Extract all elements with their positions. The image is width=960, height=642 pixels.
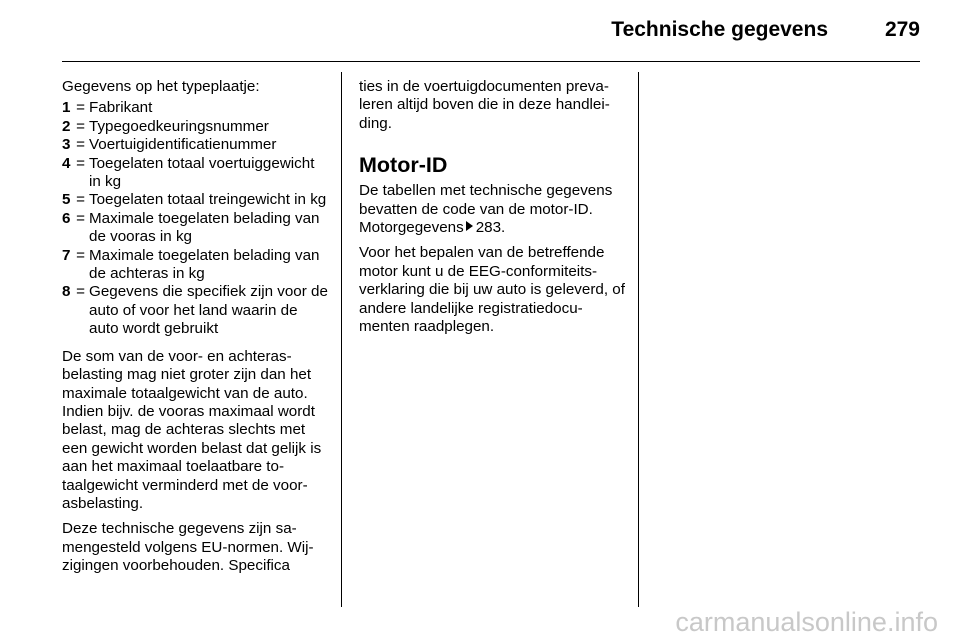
page-number: 279 bbox=[884, 18, 920, 41]
legend-text: Voertuigidentificatienummer bbox=[89, 136, 277, 154]
page-reference-link[interactable]: 283. bbox=[475, 219, 506, 237]
legend-equals: = bbox=[76, 136, 85, 154]
legend-item bbox=[62, 136, 330, 154]
column-divider-left bbox=[341, 72, 342, 607]
column-right bbox=[359, 78, 627, 343]
eeg-conformity-paragraph: Voor het bepalen van de betreffende motor kunt u de EEG-conformiteitsverklaring die bij uw auto is geleverd, of andere landelijke registratiedocumenten raadplegen. bbox=[359, 244, 625, 336]
legend-item bbox=[62, 99, 330, 117]
page-title: Technische gegevens bbox=[611, 18, 828, 41]
legend-item bbox=[62, 191, 330, 209]
motor-id-paragraph bbox=[359, 182, 627, 237]
legend-item bbox=[62, 155, 330, 192]
type-plate-legend bbox=[62, 99, 330, 338]
watermark-text: carmanualsonline.info bbox=[675, 607, 938, 637]
legend-number: 8 bbox=[62, 283, 71, 301]
motor-id-text: De tabellen met technische gegevens bevatten de code van de motor-ID. Motorgegevens bbox=[359, 182, 613, 237]
page-header bbox=[62, 0, 920, 62]
legend-equals: = bbox=[76, 99, 85, 117]
legend-number: 3 bbox=[62, 136, 71, 154]
header-divider bbox=[62, 61, 920, 62]
legend-text: Maximale toegelaten belading van de achteras in kg bbox=[89, 246, 320, 283]
legend-number: 4 bbox=[62, 154, 71, 172]
legend-number: 2 bbox=[62, 117, 71, 135]
page-reference-arrow-icon bbox=[466, 221, 473, 231]
legend-item bbox=[62, 283, 330, 338]
legend-equals: = bbox=[76, 117, 85, 135]
legend-text: Gegevens die specifiek zijn voor de auto of voor het land waarin de auto wordt gebruikt bbox=[89, 283, 328, 338]
legend-number: 1 bbox=[62, 99, 71, 117]
legend-text: Typegoedkeuringsnummer bbox=[89, 117, 269, 135]
eu-norms-paragraph: Deze technische gegevens zijn samengesteld volgens EU-normen. Wijzigingen voorbehouden. Specifica bbox=[62, 520, 314, 575]
legend-text: Fabrikant bbox=[89, 99, 153, 117]
legend-text: Toegelaten totaal voertuiggewicht in kg bbox=[89, 154, 315, 191]
legend-text: Maximale toegelaten belading van de vooras in kg bbox=[89, 209, 320, 246]
legend-equals: = bbox=[76, 246, 85, 264]
section-title-motor-id: Motor-ID bbox=[359, 153, 448, 178]
legend-equals: = bbox=[76, 209, 85, 227]
legend-item bbox=[62, 210, 330, 247]
legend-intro: Gegevens op het typeplaatje: bbox=[62, 78, 260, 95]
legend-equals: = bbox=[76, 154, 85, 172]
legend-text: Toegelaten totaal treingewicht in kg bbox=[89, 191, 327, 209]
legend-number: 5 bbox=[62, 191, 71, 209]
legend-number: 7 bbox=[62, 246, 71, 264]
legend-equals: = bbox=[76, 191, 85, 209]
column-left bbox=[62, 78, 330, 583]
legend-item bbox=[62, 118, 330, 136]
legend-number: 6 bbox=[62, 209, 71, 227]
legend-item bbox=[62, 247, 330, 284]
legend-equals: = bbox=[76, 283, 85, 301]
column-divider-right bbox=[638, 72, 639, 607]
axle-load-paragraph: De som van de voor- en achterasbelasting mag niet groter zijn dan het maximale totaalgewicht van de auto. Indien bijv. de vooras maximaal wordt belast, mag de achteras slechts met een gewicht worden belast dat gelijk is aan het maximaal toelaatbare totaalgewicht verminderd met de voorasbelasting. bbox=[62, 347, 322, 512]
continued-paragraph: ties in de voertuigdocumenten prevaleren altijd boven die in deze handleiding. bbox=[359, 78, 610, 132]
